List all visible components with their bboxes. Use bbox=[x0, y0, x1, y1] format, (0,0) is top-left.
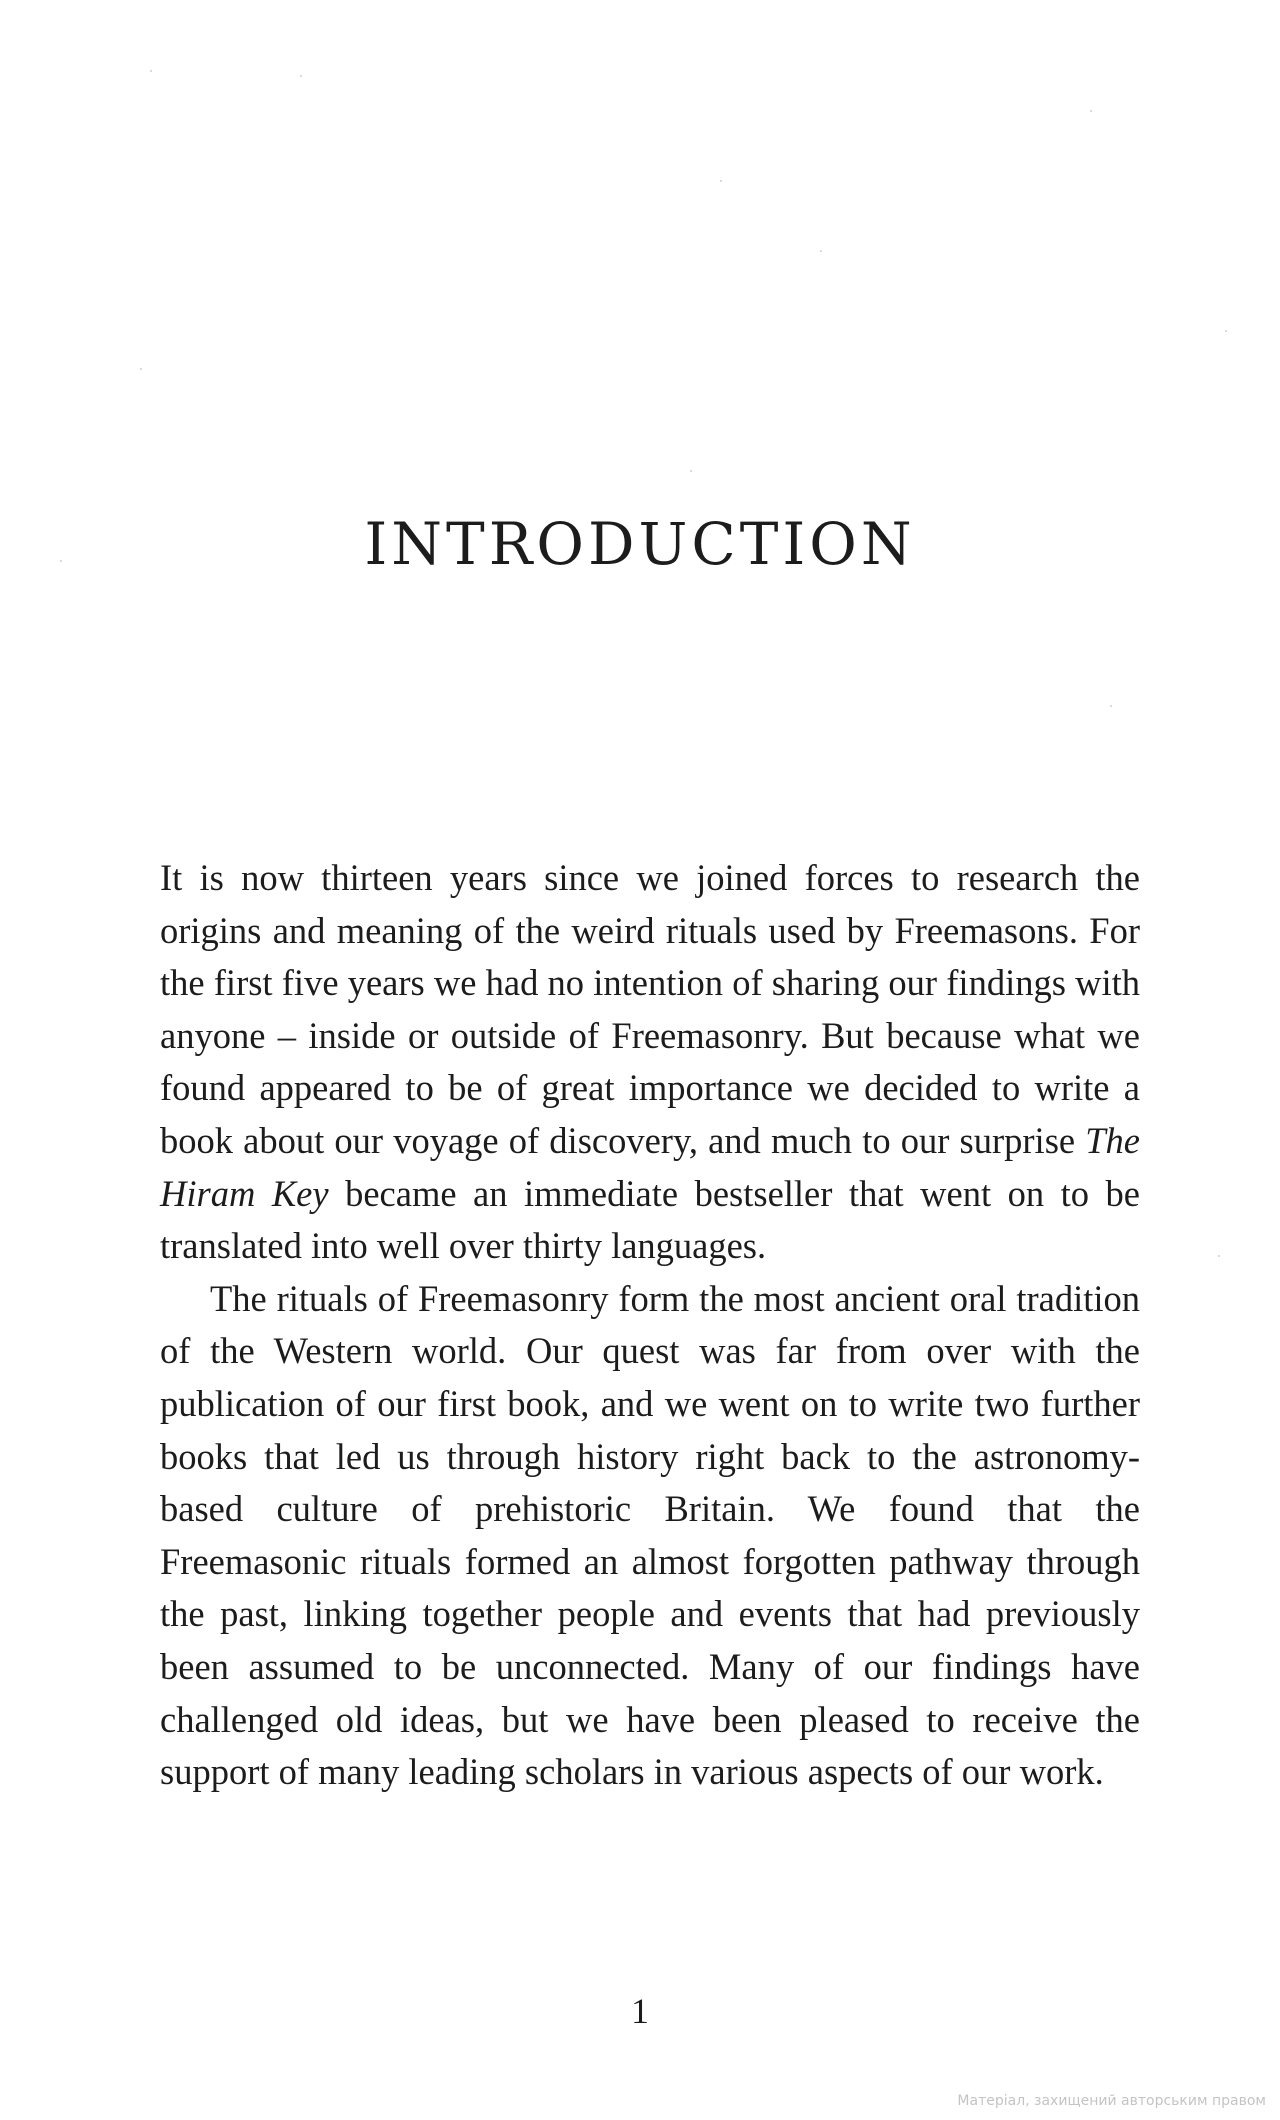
paper-speck bbox=[690, 470, 692, 472]
page-number: 1 bbox=[631, 1991, 649, 2031]
copyright-watermark: Матеріал, захищений авторським правом bbox=[957, 2093, 1266, 2109]
paragraph-1-text-after-italic: became an immediate bestseller that went on to be translated into well over thirty languages. bbox=[160, 1172, 1141, 1267]
paragraph-1-text-before-italic: It is now thirteen years since we joined forces to research the origins and meaning of the weird rituals used by Freemasons. For the first five years we had no intention of sharing our findings with anyone – inside or outside of Freemasonry. But because what we found appeared to be of great importance we decided to write a book about our voyage of discovery, and much to our surprise bbox=[160, 857, 1140, 1161]
book-title-italic: The Hiram Key bbox=[160, 1119, 1140, 1214]
paper-speck bbox=[140, 368, 142, 370]
paper-speck bbox=[720, 180, 722, 182]
paragraph-1 bbox=[160, 852, 1140, 1273]
paper-speck bbox=[150, 70, 152, 72]
paper-speck bbox=[820, 250, 822, 252]
paper-speck bbox=[1218, 1255, 1220, 1257]
paper-speck bbox=[1110, 705, 1112, 707]
paper-speck bbox=[1225, 330, 1227, 332]
paragraph-2: The rituals of Freemasonry form the most ancient oral tradition of the Western world. Our quest was far from over with the publication of our first book, and we went on to write two further books that led us through history right back to the astronomy-based culture of prehistoric Britain. We found that the Freemasonic rituals formed an almost forgotten pathway through the past, linking together people and events that had previously been assumed to be unconnected. Many of our findings have challenged old ideas, but we have been pleased to receive the support of many leading scholars in various aspects of our work. bbox=[160, 1277, 1140, 1793]
paper-speck bbox=[1090, 110, 1092, 112]
body-text bbox=[160, 852, 1140, 1799]
chapter-title: INTRODUCTION bbox=[364, 510, 916, 578]
paper-speck bbox=[300, 75, 302, 77]
